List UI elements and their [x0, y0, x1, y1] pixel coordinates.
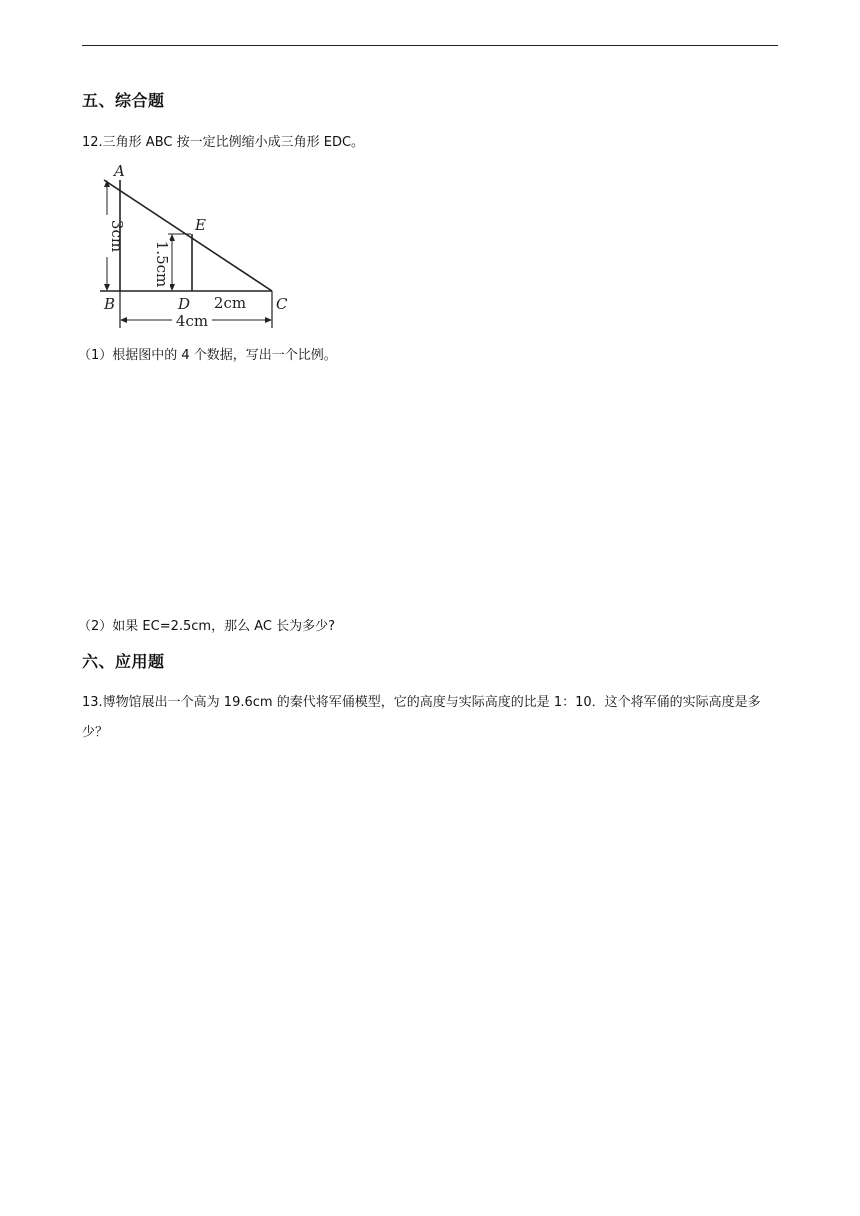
arrow-down-icon [104, 284, 110, 291]
header-rule [82, 45, 778, 46]
arrow-left-icon [120, 317, 127, 323]
section-title-application: 六、应用题 [82, 652, 165, 671]
arrow-right-icon [265, 317, 272, 323]
segment-ac [104, 180, 272, 291]
point-label-d: D [178, 295, 191, 313]
dim-de-label: 1.5cm [153, 240, 171, 288]
triangle-diagram [96, 160, 296, 334]
point-label-a: A [114, 162, 125, 180]
question-12-part-1: （1）根据图中的 4 个数据，写出一个比例。 [78, 348, 337, 363]
question-12-text: 12.三角形 ABC 按一定比例缩小成三角形 EDC。 [82, 135, 365, 150]
question-12-part-2: （2）如果 EC=2.5cm，那么 AC 长为多少? [78, 619, 335, 634]
question-13-text: 13.博物馆展出一个高为 19.6cm 的秦代将军俑模型，它的高度与实际高度的比是 1：10．这个将军俑的实际高度是多少？ [82, 695, 761, 740]
dim-dc-label: 2cm [213, 294, 247, 312]
section-title-comprehensive: 五、综合题 [82, 91, 165, 110]
point-label-e: E [195, 216, 206, 234]
triangle-figure [96, 160, 296, 334]
dim-bc-label: 4cm [175, 312, 209, 330]
dim-ab-label: 3cm [108, 219, 126, 253]
point-label-c: C [276, 295, 288, 313]
point-label-b: B [104, 295, 116, 313]
